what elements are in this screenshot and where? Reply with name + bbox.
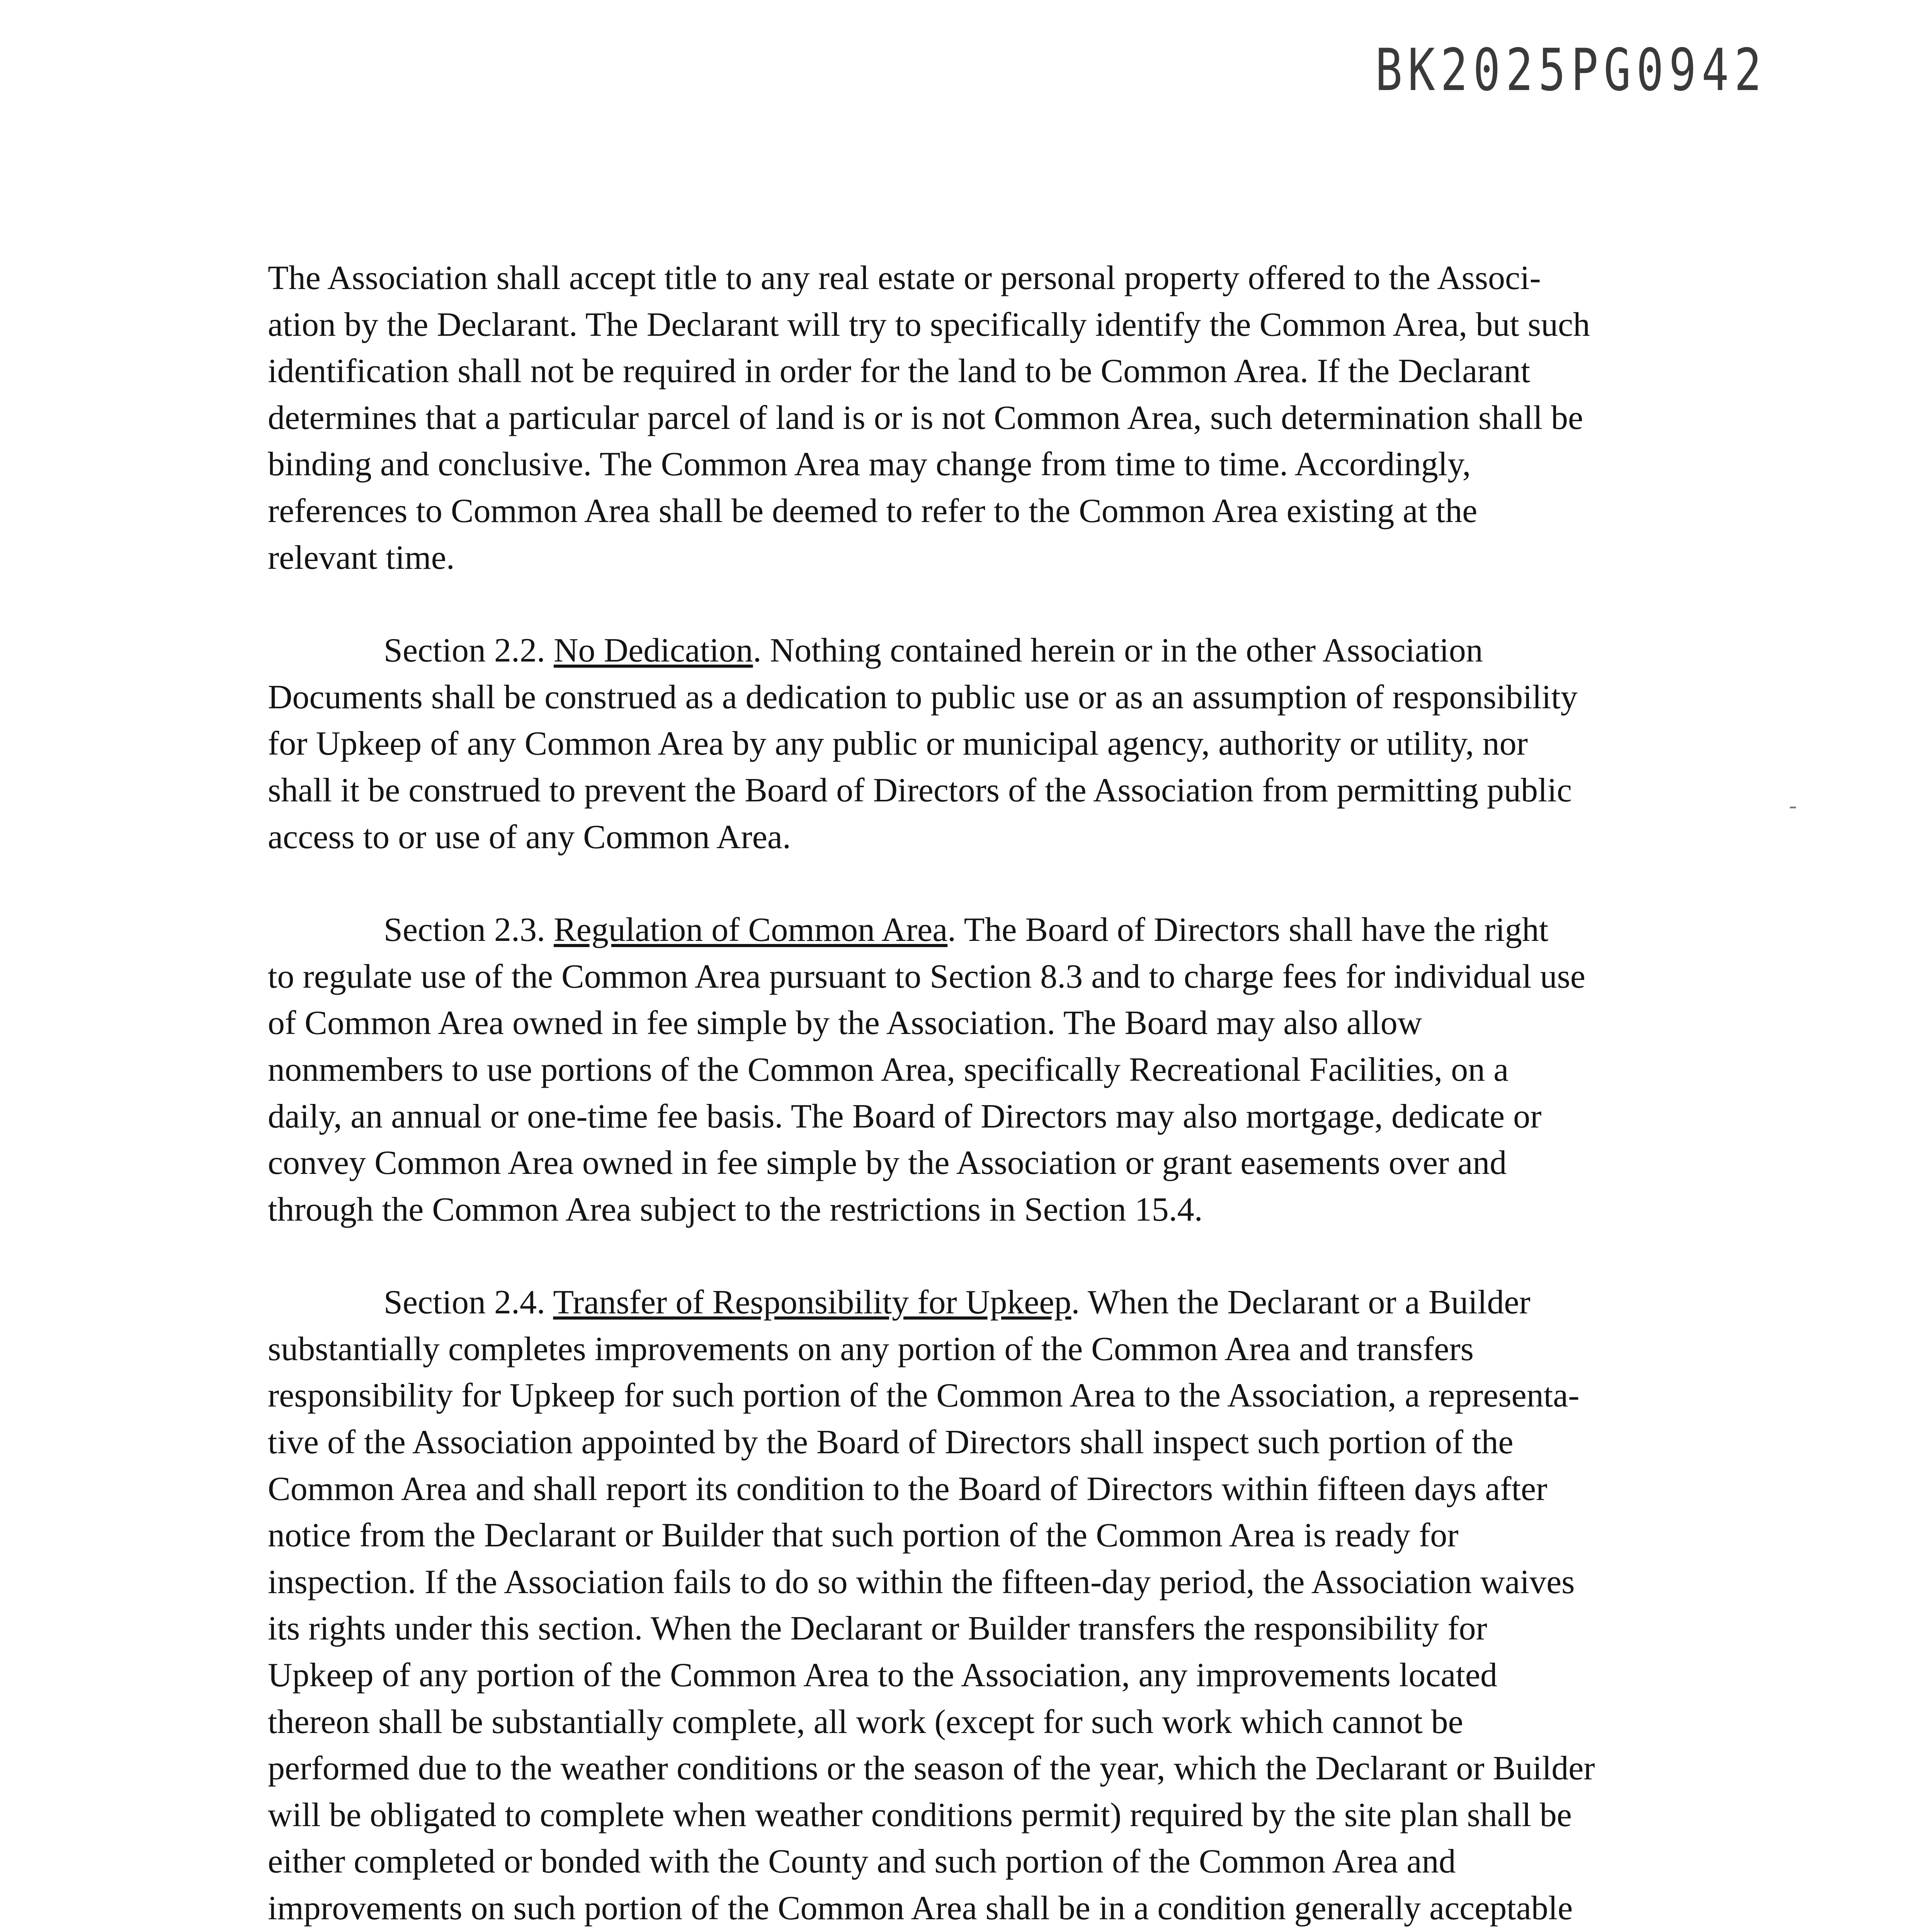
- section-2-4-number: Section 2.4.: [384, 1284, 553, 1321]
- section-2-4-heading: Transfer of Responsibility for Upkeep: [553, 1284, 1071, 1321]
- paragraph-common-area-title: The Association shall accept title to any real estate or personal property offered to the Associ- ation by the Declarant. The Declarant will try to specifically identify the Common Area, but such identification shall not be required in order for the land to be Common Area. If the Declarant determines that a particular parcel of land is or is not Common Area, such determination shall be binding and conclusive. The Common Area may change from time to time. Accordingly, references to Common Area shall be deemed to refer to the Common Area existing at the relevant time.: [268, 259, 1590, 577]
- section-2-2: [268, 628, 1775, 861]
- book-page-stamp: BK2025PG0942: [1375, 37, 1767, 104]
- margin-mark: -: [1789, 793, 1797, 818]
- section-2-4-text: . When the Declarant or a Builder substantially completes improvements on any portion of the Common Area and transfers responsibility for Upkeep for such portion of the Common Area to the Association, a representa- tive of the Association appointed by the Board of Directors shall inspect such portion of the Common Area and shall report its condition to the Board of Directors within fifteen days after notice from the Declarant or Builder that such portion of the Common Area is ready for inspection. If the Association fails to do so within the fifteen-day period, the Association waives its rights under this section. When the Declarant or Builder transfers the responsibility for Upkeep of any portion of the Common Area to the Association, any improvements located thereon shall be substantially complete, all work (except for such work which cannot be performed due to the weather conditions or the season of the year, which the Declarant or Builder will be obligated to complete when weather conditions permit) required by the site plan shall be either completed or bonded with the County and such portion of the Common Area and improvements on such portion of the Common Area shall be in a condition generally acceptable: [268, 1284, 1595, 1927]
- document-body: [268, 255, 1775, 1932]
- section-2-2-heading: No Dedication: [553, 632, 753, 670]
- section-2-3: [268, 907, 1775, 1233]
- section-2-4: [268, 1279, 1775, 1932]
- section-2-3-number: Section 2.3.: [384, 911, 554, 949]
- section-2-3-text: . The Board of Directors shall have the right to regulate use of the Common Area pursuant to Section 8.3 and to charge fees for individual use of Common Area owned in fee simple by the Association. The Board may also allow nonmembers to use portions of the Common Area, specifically Recreational Facilities, on a daily, an annual or one-time fee basis. The Board of Directors may also mortgage, dedicate or convey Common Area owned in fee simple by the Association or grant easements over and through the Common Area subject to the restrictions in Section 15.4.: [268, 911, 1585, 1228]
- section-2-2-number: Section 2.2.: [384, 632, 554, 670]
- section-2-2-text: . Nothing contained herein or in the other Association Documents shall be construed as a dedication to public use or as an assumption of responsibility for Upkeep of any Common Area by any public or municipal agency, authority or utility, nor shall it be construed to prevent the Board of Directors of the Association from permitting public access to or use of any Common Area.: [268, 632, 1578, 856]
- section-2-3-heading: Regulation of Common Area: [553, 911, 948, 949]
